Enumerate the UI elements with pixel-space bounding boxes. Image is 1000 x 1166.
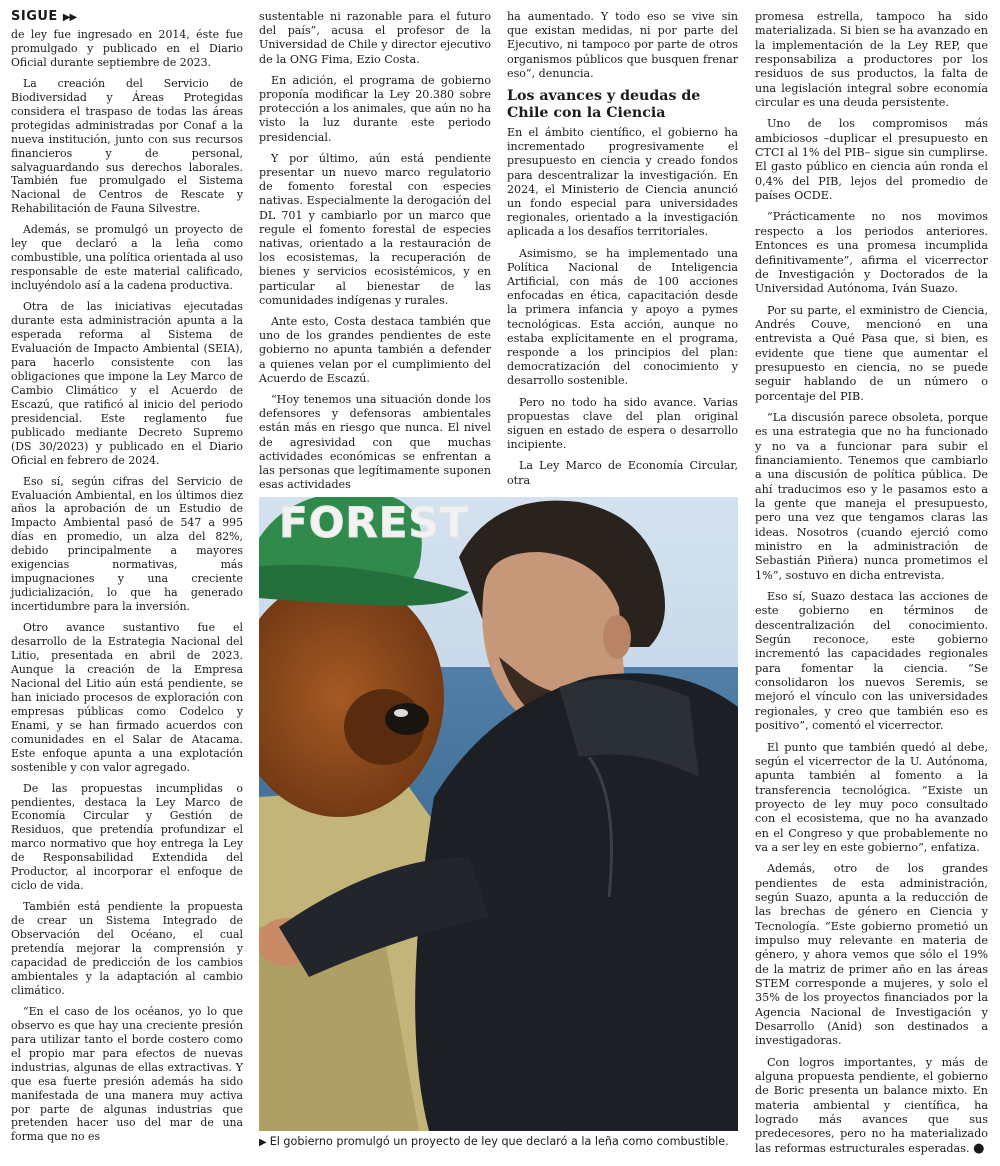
paragraph: “Prácticamente no nos movimos respecto a los periodos anteriores. Entonces es una promesa incumplida definitivamente”, afirma el vicerrector de Investigación y Doctorados de la Universidad Autónoma, Iván Suazo.	[755, 210, 988, 296]
caption-arrow-icon: ▶	[259, 1137, 267, 1148]
paragraph: Ante esto, Costa destaca también que uno de los grandes pendientes de este gobierno no apunta también a defender a quienes velan por el cumplimiento del Acuerdo de Escazú.	[259, 315, 491, 385]
paragraph: De las propuestas incumplidas o pendientes, destaca la Ley Marco de Economía Circular y Gestión de Residuos, que pretendía profundizar el marco normativo que hoy entrega la Ley de Responsabilidad Extendida del Productor, al incorporar el enfoque de ciclo de vida.	[11, 781, 243, 893]
paragraph: “La discusión parece obsoleta, porque es una estrategia que no ha funcionado y no va a funcionar para subir el financiamiento. Tenemos que cambiarlo a una discusión de política pública. De ahí traducimos eso y le pasamos esto a la gente que maneja el presupuesto, pero una vez que tengamos claras las ideas. Nosotros (cuando ejerció como ministro en la administración de Sebastián Piñera) nunca prometimos el 1%”, sostuvo en dicha entrevista.	[755, 410, 988, 582]
end-of-article-icon: ●	[973, 1140, 985, 1156]
paragraph	[755, 1056, 988, 1156]
paragraph: de ley fue ingresado en 2014, éste fue promulgado y publicado en el Diario Oficial durante septiembre de 2023.	[11, 27, 243, 69]
sigue-text: SIGUE	[11, 9, 58, 24]
paragraph-text: Con logros importantes, y más de alguna propuesta pendiente, el gobierno de Boric presenta un balance mixto. En materia ambiental y científica, ha logrado más avances que sus predecesores, pero no ha materializado las reformas estructurales esperadas.	[755, 1055, 988, 1155]
paragraph: Eso sí, según cifras del Servicio de Evaluación Ambiental, en los últimos diez años la aprobación de un Estudio de Impacto Ambiental pasó de 547 a 995 días en promedio, un alza del 82%, debido principalmente a mayores exigencias normativas, más impugnaciones y una creciente judicialización, lo que ha generado incertidumbre para la inversión.	[11, 474, 243, 614]
paragraph: Asimismo, se ha implementado una Política Nacional de Inteligencia Artificial, con más de 100 acciones enfocadas en ética, capacitación desde la primera infancia y apoyo a pymes tecnológicas. Esta acción, aunque no estaba explícitamente en el programa, responde a los principios del plan: democratización del conocimiento y desarrollo sostenible.	[507, 246, 738, 388]
photo-illustration	[259, 497, 738, 1131]
paragraph: “Hoy tenemos una situación donde los defensores y defensoras ambientales están más en riesgo que nunca. El nivel de agresividad con que muchas actividades económicas se enfrentan a las personas que legítimamente suponen esas actividades	[259, 393, 491, 492]
paragraph: Por su parte, el exministro de Ciencia, Andrés Couve, mencionó en una entrevista a Qué Pasa que, si bien, es evidente que tiene que aumentar el presupuesto en ciencia, no se puede seguir hablando de un número o porcentaje del PIB.	[755, 303, 988, 403]
article-column-1	[11, 10, 243, 1151]
paragraph: También está pendiente la propuesta de crear un Sistema Integrado de Observación del Océano, el cual pretendía mejorar la comprensión y capacidad de predicción de los cambios ambientales y la adaptación al cambio climático.	[11, 900, 243, 997]
continue-arrows-icon: ▶▶	[62, 12, 77, 23]
paragraph: Uno de los compromisos más ambiciosos –duplicar el presupuesto en CTCI al 1% del PIB– sigue sin cumplirse. El gasto público en ciencia aún ronda el 0,4% del PIB, lejos del promedio de países OCDE.	[755, 117, 988, 203]
paragraph: Eso sí, Suazo destaca las acciones de este gobierno en términos de descentralización del conocimiento. Según reconoce, este gobierno incrementó las capacidades regionales para fomentar la ciencia. “Se consolidaron los nuevos Seremis, se mejoró el vínculo con las universidades regionales, y creo que también eso es positivo”, comentó el vicerrector.	[755, 590, 988, 733]
paragraph: Además, se promulgó un proyecto de ley que declaró a la leña como combustible, una política orientada al uso responsable de este material calificado, incluyéndolo así a la cadena productiva.	[11, 223, 243, 293]
photo-caption	[259, 1135, 739, 1150]
paragraph: sustentable ni razonable para el futuro del país”, acusa el profesor de la Universidad de Chile y director ejecutivo de la ONG Fima, Ezio Costa.	[259, 10, 491, 66]
paragraph: “En el caso de los océanos, yo lo que observo es que hay una creciente presión para utilizar tanto el borde costero como el propio mar para efectos de nuevas industrias, algunas de ellas extractivas. Y que esa fuerte presión además ha sido manifestada de una manera muy activa por parte de algunas industrias que pretenden hacer uso del mar de una forma que no es	[11, 1004, 243, 1144]
article-column-3	[507, 10, 738, 495]
paragraph: ha aumentado. Y todo eso se vive sin que existan medidas, ni por parte del Ejecutivo, ni tampoco por parte de otros organismos públicos que busquen frenar eso”, denuncia.	[507, 10, 738, 80]
continued-label	[11, 10, 243, 25]
paragraph: Además, otro de los grandes pendientes de esta administración, según Suazo, apunta a la reducción de las brechas de género en Ciencia y Tecnología. “Este gobierno prometió un impulso muy relevante en materia de género, y ahora vemos que sólo el 19% de la matriz de primer año en las áreas STEM corresponde a mujeres, y solo el 35% de los proyectos financiados por la Agencia Nacional de Investigación y Desarrollo (Anid) son destinados a investigadoras.	[755, 862, 988, 1048]
paragraph: En el ámbito científico, el gobierno ha incrementado progresivamente el presupuesto en ciencia y creado fondos para descentralizar la investigación. En 2024, el Ministerio de Ciencia anunció un fondo especial para universidades regionales, orientado a la investigación aplicada a los desafíos territoriales.	[507, 126, 738, 239]
paragraph: Y por último, aún está pendiente presentar un nuevo marco regulatorio de fomento forestal con especies nativas. Especialmente la derogación del DL 701 y cambiarlo por un marco que regule el fomento forestal de especies nativas, orientado a la restauración de los ecosistemas, la recuperación de bienes y servicios ecosistémicos, y en particular al bienestar de las comunidades indígenas y rurales.	[259, 151, 491, 307]
article-column-4	[755, 10, 988, 1163]
paragraph: La creación del Servicio de Biodiversidad y Áreas Protegidas considera el traspaso de todas las áreas protegidas administradas por Conaf a la nueva institución, junto con sus recursos financieros y de personal, salvaguardando sus derechos laborales. También fue promulgado el Sistema Nacional de Centros de Rescate y Rehabilitación de Fauna Silvestre.	[11, 76, 243, 216]
paragraph: Pero no todo ha sido avance. Varias propuestas clave del plan original siguen en estado de espera o desarrollo incipiente.	[507, 395, 738, 452]
paragraph: Otro avance sustantivo fue el desarrollo de la Estrategia Nacional del Litio, presentada en abril de 2023. Aunque la creación de la Empresa Nacional del Litio aún está pendiente, se han iniciado procesos de exploración con empresas públicas como Codelco y Enami, y se han firmado acuerdos con comunidades en el Salar de Atacama. Este enfoque apunta a una explotación sostenible y con valor agregado.	[11, 621, 243, 774]
paragraph: Otra de las iniciativas ejecutadas durante esta administración apunta a la esperada reforma al Sistema de Evaluación de Impacto Ambiental (SEIA), para hacerlo consistente con las obligaciones que impone la Ley Marco de Cambio Climático y el Acuerdo de Escazú, que ratificó al inicio del periodo presidencial. Este reglamento fue publicado mediante Decreto Supremo (DS 30/2023) y publicado en el Diario Oficial en febrero de 2024.	[11, 300, 243, 467]
paragraph: En adición, el programa de gobierno proponía modificar la Ley 20.380 sobre protección a los animales, que aún no ha visto la luz durante este periodo presidencial.	[259, 73, 491, 144]
paragraph: promesa estrella, tampoco ha sido materializada. Si bien se ha avanzado en la implementación de la Ley REP, que responsabiliza a productores por los residuos de sus productos, la falta de una legislación integral sobre economía circular es una deuda persistente.	[755, 10, 988, 110]
section-heading: Los avances y deudas de Chile con la Ciencia	[507, 88, 701, 122]
caption-text: El gobierno promulgó un proyecto de ley que declaró a la leña como combustible.	[269, 1135, 729, 1148]
article-column-2	[259, 10, 491, 500]
cap-lettering: FOREST	[279, 498, 470, 547]
article-photo	[259, 497, 738, 1131]
paragraph: El punto que también quedó al debe, según el vicerrector de la U. Autónoma, apunta también al fomento a la transferencia tecnológica. “Existe un proyecto de ley muy poco consultado con el ecosistema, que no ha avanzado en el Congreso y que probablemente no va a ser ley en este gobierno”, enfatiza.	[755, 740, 988, 854]
paragraph: La Ley Marco de Economía Circular, otra	[507, 459, 738, 487]
